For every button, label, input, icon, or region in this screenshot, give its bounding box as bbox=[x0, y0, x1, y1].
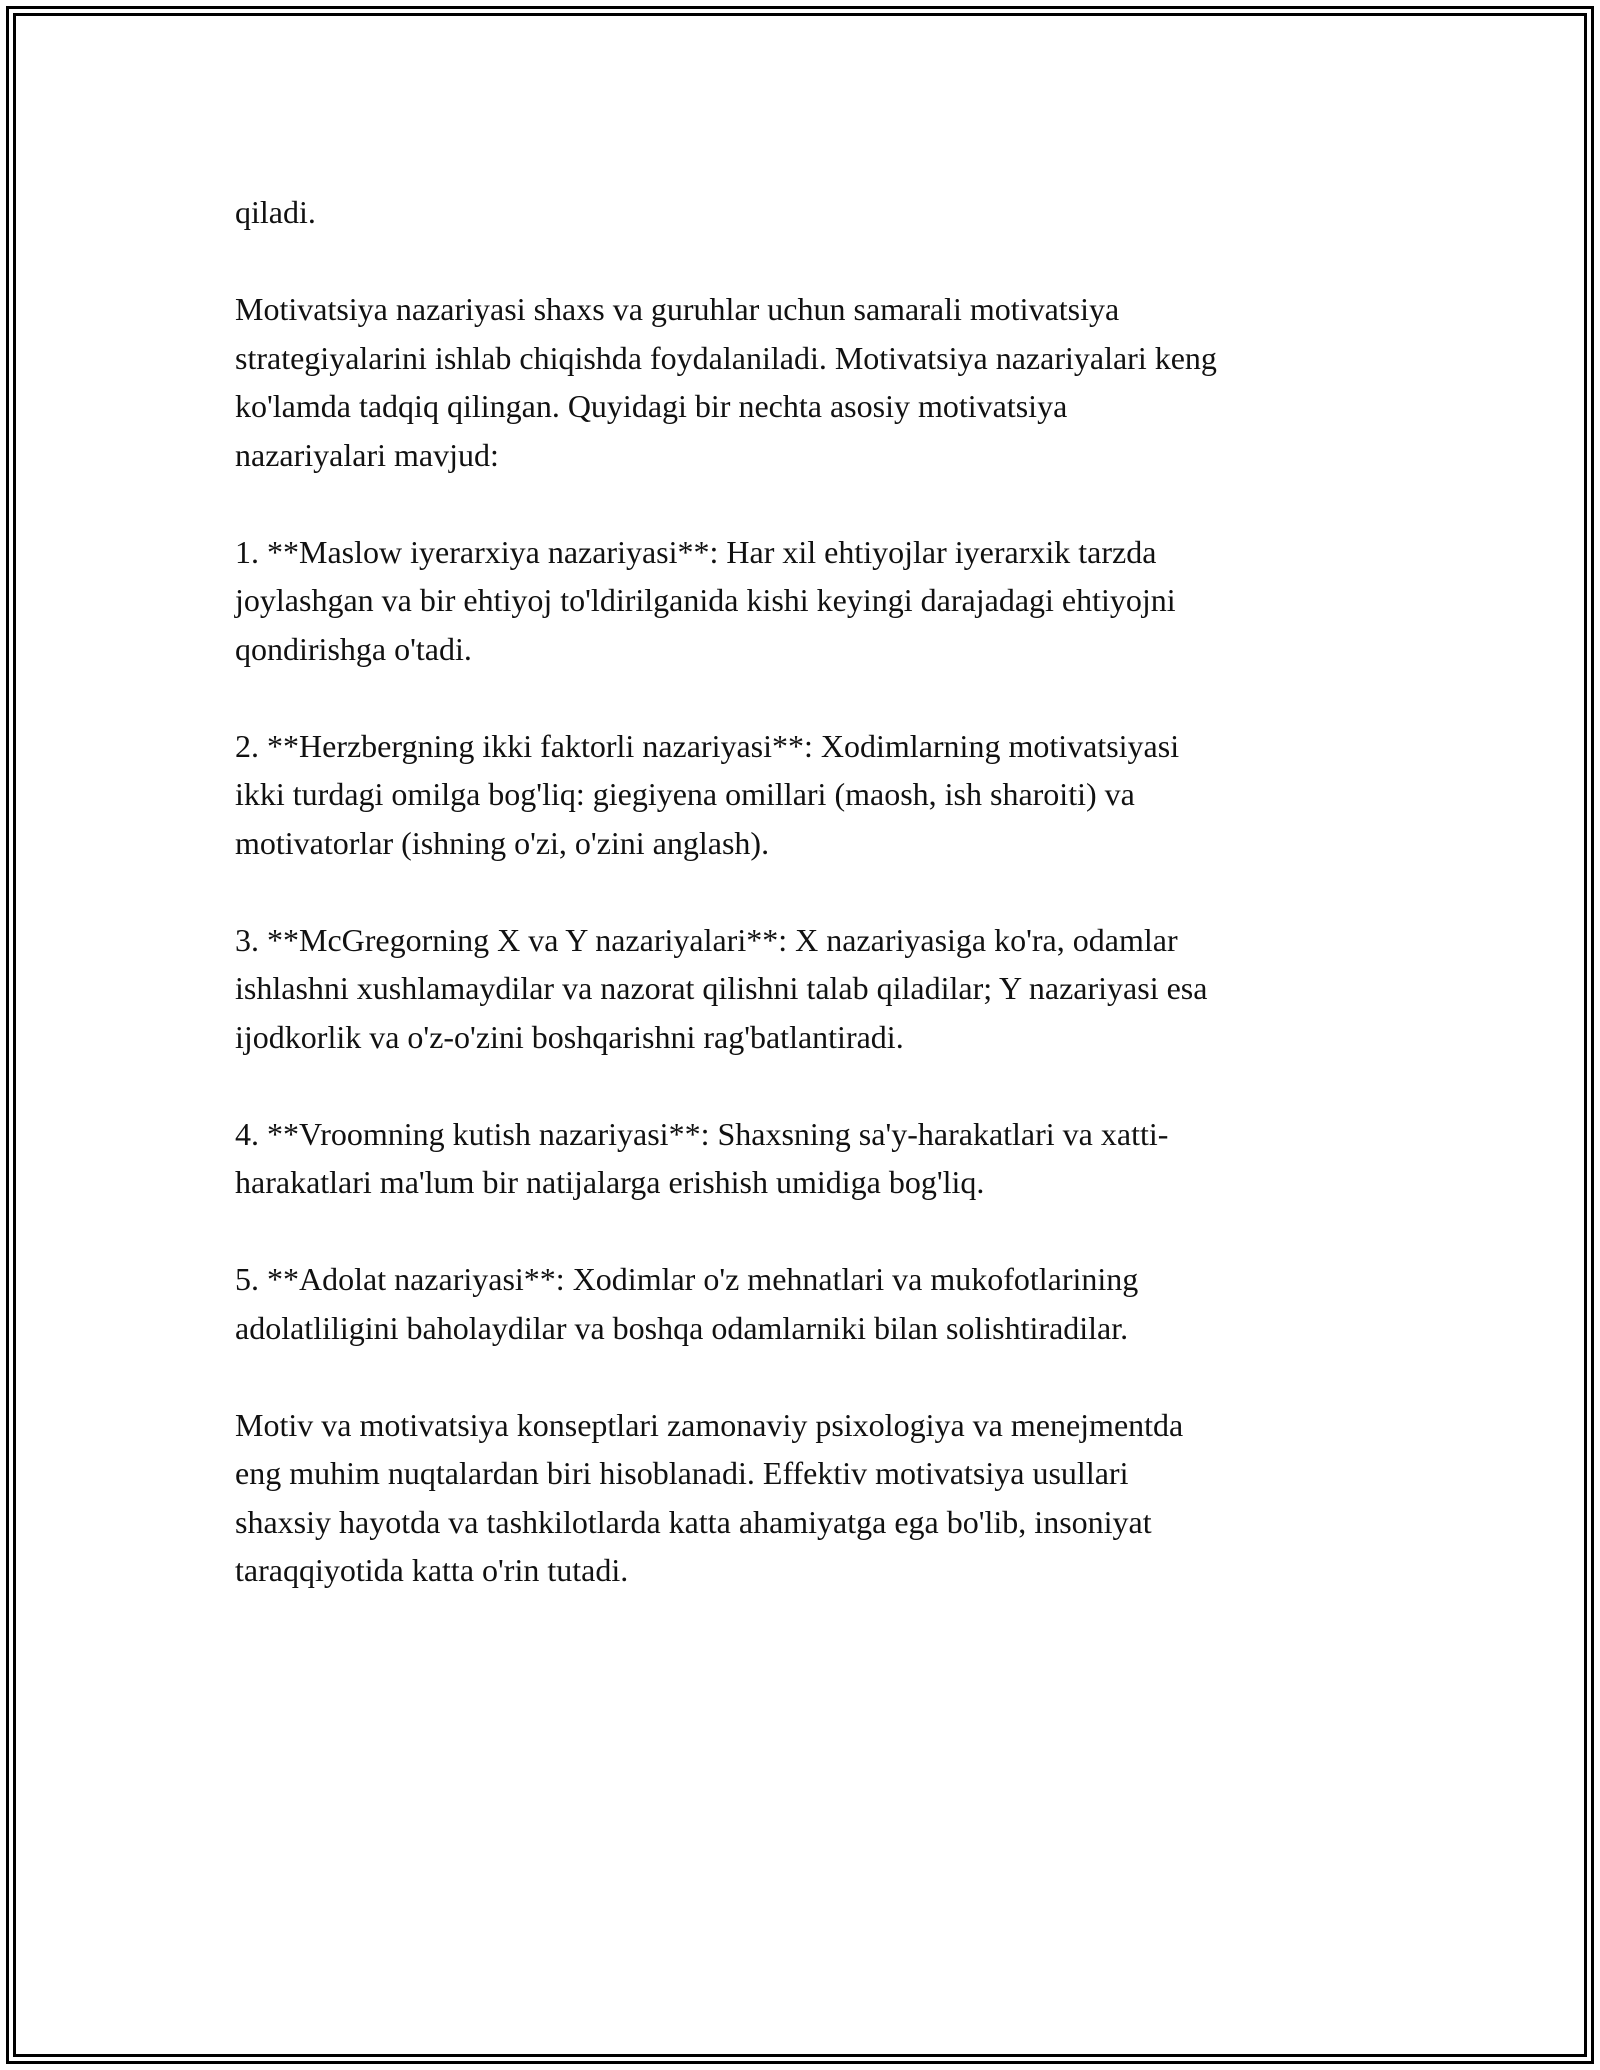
text-line: Motiv va motivatsiya konseptlari zamonaviy psixologiya va menejmentda bbox=[235, 1406, 1184, 1443]
list-item-mcgregor bbox=[235, 916, 1385, 1062]
text-line: 5. **Adolat nazariyasi**: Xodimlar o'z mehnatlari va mukofotlarining bbox=[235, 1261, 1139, 1297]
text-line: ijodkorlik va o'z-o'zini boshqarishni rag'batlantiradi. bbox=[235, 1018, 904, 1055]
text-line: joylashgan va bir ehtiyoj to'ldirilganida kishi keyingi darajadagi ehtiyojni bbox=[235, 582, 1176, 618]
list-item-herzberg bbox=[235, 722, 1385, 868]
text-line: shaxsiy hayotda va tashkilotlarda katta ahamiyatga ega bo'lib, insoniyat bbox=[235, 1503, 1152, 1540]
document-body bbox=[235, 188, 1385, 1595]
text-line: strategiyalarini ishlab chiqishda foydalaniladi. Motivatsiya nazariyalari keng bbox=[235, 339, 1217, 376]
text-line: 2. **Herzbergning ikki faktorli nazariyasi**: Xodimlarning motivatsiyasi bbox=[235, 727, 1180, 764]
text-line: 1. **Maslow iyerarxiya nazariyasi**: Har xil ehtiyojlar iyerarxik tarzda bbox=[235, 533, 1157, 570]
list-item-equity bbox=[235, 1255, 1385, 1352]
list-item-vroom bbox=[235, 1110, 1385, 1207]
text-line: ishlashni xushlamaydilar va nazorat qilishni talab qiladilar; Y nazariyasi esa bbox=[235, 970, 1208, 1006]
paragraph-continuation bbox=[235, 188, 1385, 237]
text-line: 3. **McGregorning X va Y nazariyalari**: X nazariyasiga ko'ra, odamlar bbox=[235, 921, 1178, 958]
text-line: nazariyalari mavjud: bbox=[235, 436, 499, 473]
paragraph-conclusion bbox=[235, 1401, 1385, 1595]
text-line: motivatorlar (ishning o'zi, o'zini anglash). bbox=[235, 824, 770, 861]
list-item-maslow bbox=[235, 528, 1385, 674]
text-line: ikki turdagi omilga bog'liq: giegiyena omillari (maosh, ish sharoiti) va bbox=[235, 776, 1135, 812]
text-line: qondirishga o'tadi. bbox=[235, 630, 472, 667]
text-line: 4. **Vroomning kutish nazariyasi**: Shaxsning sa'y-harakatlari va xatti- bbox=[235, 1115, 1169, 1152]
text-line: Motivatsiya nazariyasi shaxs va guruhlar uchun samarali motivatsiya bbox=[235, 291, 1120, 327]
text-line: qiladi. bbox=[235, 194, 316, 230]
text-line: ko'lamda tadqiq qilingan. Quyidagi bir nechta asosiy motivatsiya bbox=[235, 388, 1068, 424]
text-line: adolatliligini baholaydilar va boshqa odamlarniki bilan solishtiradilar. bbox=[235, 1309, 1129, 1346]
text-line: taraqqiyotida katta o'rin tutadi. bbox=[235, 1552, 629, 1588]
text-line: eng muhim nuqtalardan biri hisoblanadi. Effektiv motivatsiya usullari bbox=[235, 1455, 1129, 1491]
paragraph-intro bbox=[235, 285, 1385, 479]
text-line: harakatlari ma'lum bir natijalarga erishish umidiga bog'liq. bbox=[235, 1164, 985, 1200]
